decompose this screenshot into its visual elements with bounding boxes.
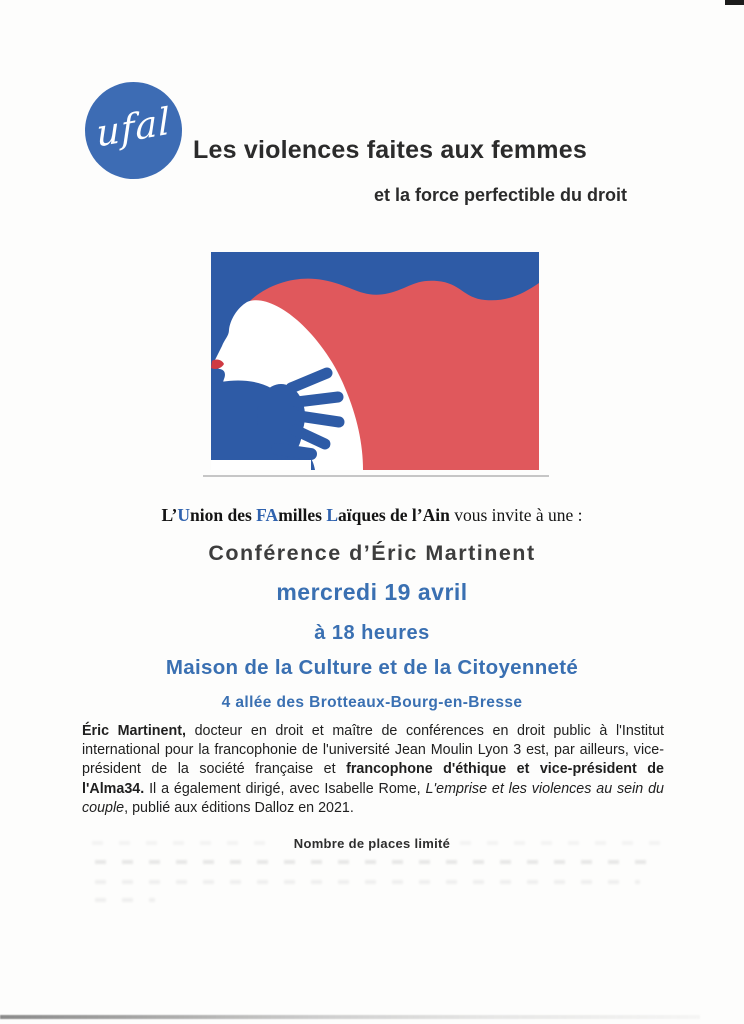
- page-subtitle: et la force perfectible du droit: [373, 185, 627, 205]
- woman-profile-illustration: [211, 252, 539, 470]
- invitation-line: [0, 505, 744, 526]
- scan-bleed-artifact: [95, 880, 640, 884]
- text-run: Éric Martinent,: [82, 723, 186, 739]
- text-run: , publié aux éditions Dalloz en 2021.: [124, 799, 354, 816]
- ufal-logo-text: ufal: [95, 99, 172, 156]
- capacity-note: Nombre de places limité: [293, 836, 451, 851]
- illustration-underline: [203, 475, 549, 477]
- text-run: L’: [161, 505, 178, 525]
- text-run: nion des: [190, 505, 257, 525]
- scan-white-strip: [211, 460, 311, 470]
- event-time: à 18 heures: [314, 622, 430, 644]
- scan-corner-artifact: [725, 0, 744, 5]
- event-address: 4 allée des Brotteaux-Bourg-en-Bresse: [221, 694, 523, 711]
- scan-bleed-artifact: [95, 898, 155, 902]
- text-run: U: [177, 505, 191, 525]
- page-title: Les violences faites aux femmes: [193, 136, 587, 164]
- scan-bottom-edge-artifact: [0, 1015, 700, 1019]
- illustration-svg: [211, 252, 539, 470]
- text-run: FA: [256, 505, 279, 525]
- speaker-bio-paragraph: [82, 722, 664, 818]
- event-venue: Maison de la Culture et de la Citoyenneté: [165, 656, 579, 679]
- event-date: mercredi 19 avril: [276, 579, 468, 605]
- scan-bleed-artifact: [92, 841, 272, 845]
- text-run: Il a également dirigé, avec Isabelle Rome,: [144, 780, 426, 797]
- text-run: milles: [278, 505, 327, 525]
- scan-bleed-artifact: [95, 860, 655, 864]
- scan-bleed-artifact: [460, 841, 660, 845]
- conference-title: Conférence d’Éric Martinent: [208, 541, 536, 565]
- text-run: L'emprise et les violences au sein du couple: [82, 780, 664, 816]
- text-run: vous invite à une :: [449, 505, 583, 525]
- text-run: francophone d'éthique et vice-président de l'Alma34.: [82, 761, 664, 797]
- text-run: aïques de l’Ain: [338, 505, 450, 525]
- text-run: docteur en droit et maître de conférences en droit public à l'Institut international pour la francophonie de l'université Jean Moulin Lyon 3 est, par ailleurs, vice-président de la société française et: [82, 723, 664, 778]
- text-run: L: [326, 505, 338, 525]
